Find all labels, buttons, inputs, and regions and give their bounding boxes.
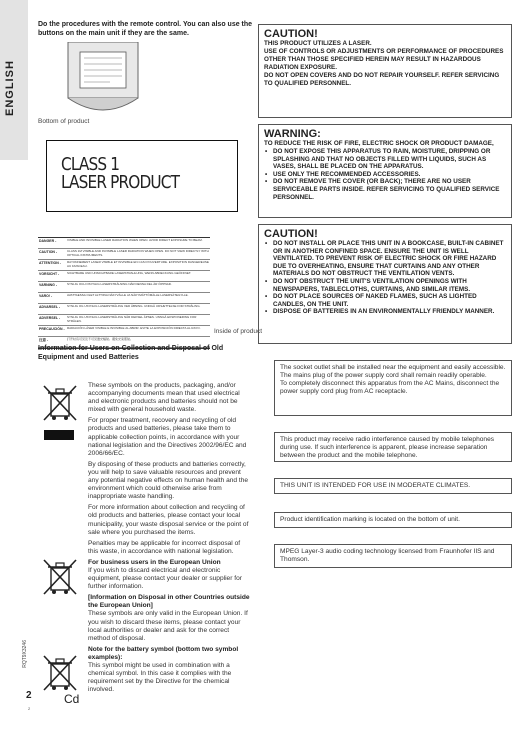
laser-label-row xyxy=(38,271,210,282)
inside-of-product-caption: Inside of product xyxy=(214,328,263,335)
laser-label-row xyxy=(38,304,210,315)
laser-label-row-key: PRECAUCIÓN - xyxy=(39,327,65,331)
laser-label-row xyxy=(38,238,210,249)
laser-label-row-text: RAYONNEMENT LASER VISIBLE ET INVISIBLE EN CAS D'OUVERTURE. EXPOSITION DANGEREUSE AU FAISCEAU. xyxy=(67,260,209,268)
socket-outlet-line: The mains plug of the power supply cord shall remain readily operable. xyxy=(280,372,487,379)
warning-title: WARNING: xyxy=(264,128,321,140)
chemical-symbol: Cd xyxy=(64,692,80,706)
laser-label-line2: LASER PRODUCT xyxy=(61,172,180,193)
outside-eu-text: These symbols are only valid in the European Union. If you wish to discard these items, please contact your local authorities or dealer and ask for the correct method of disposal. xyxy=(88,610,248,642)
disposal-paragraph: By disposing of these products and batteries correctly, you will help to save valuable resources and prevent any potential negative effects on human health and the environment which could otherwise arise from inappropriate waste handling. xyxy=(88,460,249,501)
warning-item: • DO NOT EXPOSE THIS APPARATUS TO RAIN, MOISTURE, DRIPPING OR SPLASHING AND THAT NO OBJECTS FILLED WITH LIQUIDS, SUCH AS VASES, SHALL BE PLACED ON THE APPARATUS. xyxy=(264,148,506,171)
page-number: 2 xyxy=(26,690,32,701)
battery-symbol-text: This symbol might be used in combination with a chemical symbol. In this case it complies with the requirement set by the Directive for the chemical involved. xyxy=(88,662,232,694)
business-users-text: If you wish to discard electrical and electronic equipment, please contact your dealer or supplier for further information. xyxy=(88,566,242,591)
document-code: RQT9X3246 xyxy=(22,640,28,668)
socket-outlet-line: The socket outlet shall be installed near the equipment and easily accessible. xyxy=(280,364,506,371)
laser-label-row-key: ATTENTION - xyxy=(39,261,61,265)
laser-label-row-text: VISIBLE AND INVISIBLE LASER RADIATION WHEN OPEN. AVOID DIRECT EXPOSURE TO BEAM. xyxy=(67,238,203,242)
laser-label-row xyxy=(38,293,210,304)
laser-label-row-key: VARNING - xyxy=(39,283,58,287)
disposal-paragraph: These symbols on the products, packaging, and/or accompanying documents mean that used electrical and electronic products and batteries should not be mixed with general household waste. xyxy=(88,382,240,414)
class1-laser-label xyxy=(46,140,238,212)
laser-label-row xyxy=(38,249,210,260)
mpeg-license-text: MPEG Layer-3 audio coding technology licensed from Fraunhofer IIS and Thomson. xyxy=(280,548,495,563)
laser-label-row-key: VORSICHT - xyxy=(39,272,60,276)
laser-label-row-key: VARO! - xyxy=(39,294,53,298)
product-bottom-illustration xyxy=(60,42,160,116)
caution-item: • DO NOT PLACE SOURCES OF NAKED FLAMES, SUCH AS LIGHTED CANDLES, ON THE UNIT. xyxy=(264,293,506,308)
laser-label-row-key: ADVARSEL - xyxy=(39,305,61,309)
warning-item: • DO NOT REMOVE THE COVER (OR BACK); THERE ARE NO USER SERVICEABLE PARTS INSIDE. REFER SERVICING TO QUALIFIED SERVICE PERSONNEL. xyxy=(264,178,506,201)
bottom-of-product-caption: Bottom of product xyxy=(38,118,90,125)
laser-label-row-text: RADIACIÓN LÁSER VISIBLE E INVISIBLE AL ABRIR. EVITE LA EXPOSICIÓN DIRECTA AL RAYO. xyxy=(67,326,201,330)
disposal-body xyxy=(88,382,250,697)
laser-label-row-text: 打开时有可见及不可见激光辐射。避免光束照射。 xyxy=(67,337,134,341)
page-sub-number: 2 xyxy=(28,706,31,711)
laser-label-row-text: AVATTAESSA OLET ALTTIINA NÄKYVÄLLE JA NÄKYMÄTTÖMÄLLE LASERSÄTEILYLLE. xyxy=(67,293,189,297)
disposal-paragraph: Penalties may be applicable for incorrect disposal of this waste, in accordance with national legislation. xyxy=(88,539,241,555)
disposal-paragraph: For more information about collection and recycling of old products and batteries, please contact your local municipality, your waste disposal service or the point of sale where you purchased the items. xyxy=(88,504,249,536)
laser-label-row-text: SYNLIG OCH OSYNLIG LASERSTRÅLNING NÄR DENNA DEL ÄR ÖPPNAD. xyxy=(67,282,172,286)
laser-label-row-key: ADVERSEL - xyxy=(39,316,61,320)
interference-box xyxy=(274,432,512,462)
laser-label-row xyxy=(38,315,210,326)
outside-eu-title: [Information on Disposal in other Countries outside the European Union] xyxy=(88,594,250,610)
laser-label-row-text: SYNLIG OG USYNLIG LASERSTRÅLING VED ÅBNING. UNDGÅ UDSÆTTELSE FOR STRÅLING. xyxy=(67,304,201,308)
laser-label-row-text: SYNLIG OG USYNLIG LASERSTRÅLING NÅR DEKSEL ÅPNES. UNNGÅ EKSPONERING FOR STRÅLEN. xyxy=(67,315,197,323)
language-tab-label: ENGLISH xyxy=(4,60,16,116)
warning-item: • USE ONLY THE RECOMMENDED ACCESSORIES. xyxy=(264,171,506,179)
caution-laser-line: THIS PRODUCT UTILIZES A LASER. xyxy=(264,40,372,47)
warning-lead: TO REDUCE THE RISK OF FIRE, ELECTRIC SHOCK OR PRODUCT DAMAGE, xyxy=(264,140,494,147)
caution-ventilation-title: CAUTION! xyxy=(264,228,318,240)
crossed-bin-icon xyxy=(40,556,80,596)
business-users-title: For business users in the European Union xyxy=(88,558,221,566)
laser-label-row-text: SICHTBARE UND UNSICHTBARE LASERSTRAHLUNG, WENN ABDECKUNG GEÖFFNET. xyxy=(67,271,192,275)
socket-outlet-line: To completely disconnect this apparatus from the AC Mains, disconnect the power supply cord plug from AC receptacle. xyxy=(280,380,500,395)
caution-item: • DO NOT INSTALL OR PLACE THIS UNIT IN A BOOKCASE, BUILT-IN CABINET OR IN ANOTHER CONFINED SPACE. ENSURE THE UNIT IS WELL VENTILATED. TO PREVENT RISK OF ELECTRIC SHOCK OR FIRE HAZARD DUE TO OVERHEATING, ENSURE THAT CURTAINS AND ANY OTHER MATERIALS DO NOT OBSTRUCT THE VENTILATION VENTS. xyxy=(264,240,506,278)
interference-text: This product may receive radio interference caused by mobile telephones during use. If such interference is apparent, please increase separation between the product and the mobile telephone. xyxy=(280,436,495,459)
socket-outlet-box xyxy=(274,360,512,416)
laser-label-row xyxy=(38,326,210,337)
climate-box xyxy=(274,478,512,494)
laser-label-row-key: 注意 - xyxy=(39,338,49,342)
intro-text: Do the procedures with the remote control. You can also use the buttons on the main unit if they are the same. xyxy=(38,21,253,37)
battery-symbol-title: Note for the battery symbol (bottom two symbol examples): xyxy=(88,645,239,661)
warning-box xyxy=(258,124,512,218)
caution-item: • DISPOSE OF BATTERIES IN AN ENVIRONMENTALLY FRIENDLY MANNER. xyxy=(264,308,506,316)
caution-ventilation-box xyxy=(258,224,512,344)
caution-laser-line: DO NOT OPEN COVERS AND DO NOT REPAIR YOURSELF. REFER SERVICING TO QUALIFIED PERSONNEL. xyxy=(264,72,500,87)
crossed-bin-icon xyxy=(40,652,80,692)
disposal-section-title: Information for Users on Collection and Disposal of Old Equipment and used Batteries xyxy=(38,345,224,361)
crossed-bin-icon xyxy=(40,382,80,422)
caution-laser-title: CAUTION! xyxy=(264,28,318,40)
caution-laser-line: USE OF CONTROLS OR ADJUSTMENTS OR PERFORMANCE OF PROCEDURES OTHER THAN THOSE SPECIFIED HEREIN MAY RESULT IN HAZARDOUS RADIATION EXPOSURE. xyxy=(264,48,504,71)
bin-underbar-icon xyxy=(44,430,74,440)
disposal-paragraph: For proper treatment, recovery and recycling of old products and used batteries, please take them to applicable collection points, in accordance with your national legislation and the Directives 2002/96/EC and 2006/66/EC. xyxy=(88,417,247,457)
caution-item: • DO NOT OBSTRUCT THE UNIT'S VENTILATION OPENINGS WITH NEWSPAPERS, TABLECLOTHS, CURTAINS, AND SIMILAR ITEMS. xyxy=(264,278,506,293)
laser-label-row xyxy=(38,260,210,271)
caution-laser-box xyxy=(258,24,512,118)
mpeg-license-box xyxy=(274,544,512,568)
laser-label-row xyxy=(38,282,210,293)
laser-warning-label xyxy=(38,237,210,349)
laser-label-row-text: CLASS 1M VISIBLE AND INVISIBLE LASER RADIATION WHEN OPEN. DO NOT VIEW DIRECTLY WITH OPTICAL INSTRUMENTS. xyxy=(67,249,209,257)
marking-box xyxy=(274,512,512,528)
marking-text: Product identification marking is located on the bottom of unit. xyxy=(280,516,460,523)
laser-label-row-key: CAUTION - xyxy=(39,250,58,254)
laser-label-row-key: DANGER - xyxy=(39,239,57,243)
laser-label-line1: CLASS 1 xyxy=(61,154,120,175)
climate-text: THIS UNIT IS INTENDED FOR USE IN MODERATE CLIMATES. xyxy=(280,482,471,489)
